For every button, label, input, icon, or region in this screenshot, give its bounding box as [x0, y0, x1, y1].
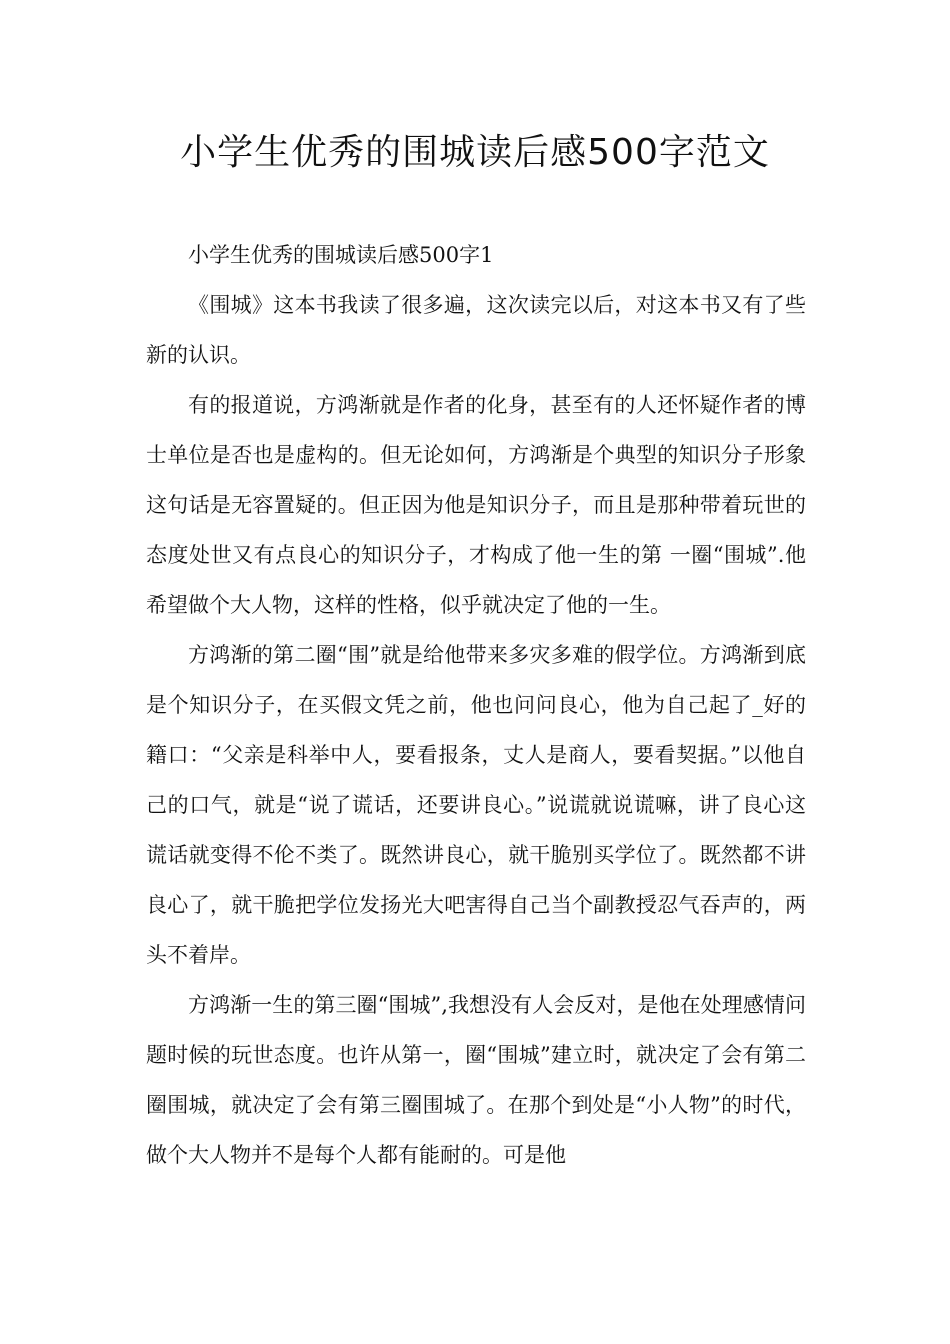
paragraph-3: 方鸿渐的第二圈“围”就是给他带来多灾多难的假学位。方鸿渐到底是个知识分子，在买假文凭之前，他也问问良心，他为自己起了_好的籍口：“父亲是科举中人，要看报条，丈人是商人，要看契据。”以他自己的口气，就是“说了谎话，还要讲良心。”说谎就说谎嘛，讲了良心这谎话就变得不伦不类了。既然讲良心，就干脆别买学位了。既然都不讲良心了，就干脆把学位发扬光大吧害得自己当个副教授忍气吞声的，两头不着岸。	[146, 643, 806, 967]
paragraph-4: 方鸿渐一生的第三圈“围城”,我想没有人会反对，是他在处理感情问题时候的玩世态度。也许从第一，圈“围城”建立时，就决定了会有第二圈围城，就决定了会有第三圈围城了。在那个到处是“小人物”的时代，做个大人物并不是每个人都有能耐的。可是他	[146, 993, 806, 1167]
paragraph-2: 有的报道说，方鸿渐就是作者的化身，甚至有的人还怀疑作者的博士单位是否也是虚构的。但无论如何，方鸿渐是个典型的知识分子形象这句话是无容置疑的。但正因为他是知识分子，而且是那种带着玩世的态度处世又有点良心的知识分子，才构成了他一生的第 一圈“围城”.他希望做个大人物，这样的性格，似乎就决定了他的一生。	[146, 393, 806, 617]
document-title: 小学生优秀的围城读后感500字范文	[180, 132, 770, 173]
paragraph-1: 《围城》这本书我读了很多遍，这次读完以后，对这本书又有了些新的认识。	[146, 293, 806, 367]
section-subheading: 小学生优秀的围城读后感500字1	[188, 243, 494, 267]
document-body	[146, 230, 806, 1180]
